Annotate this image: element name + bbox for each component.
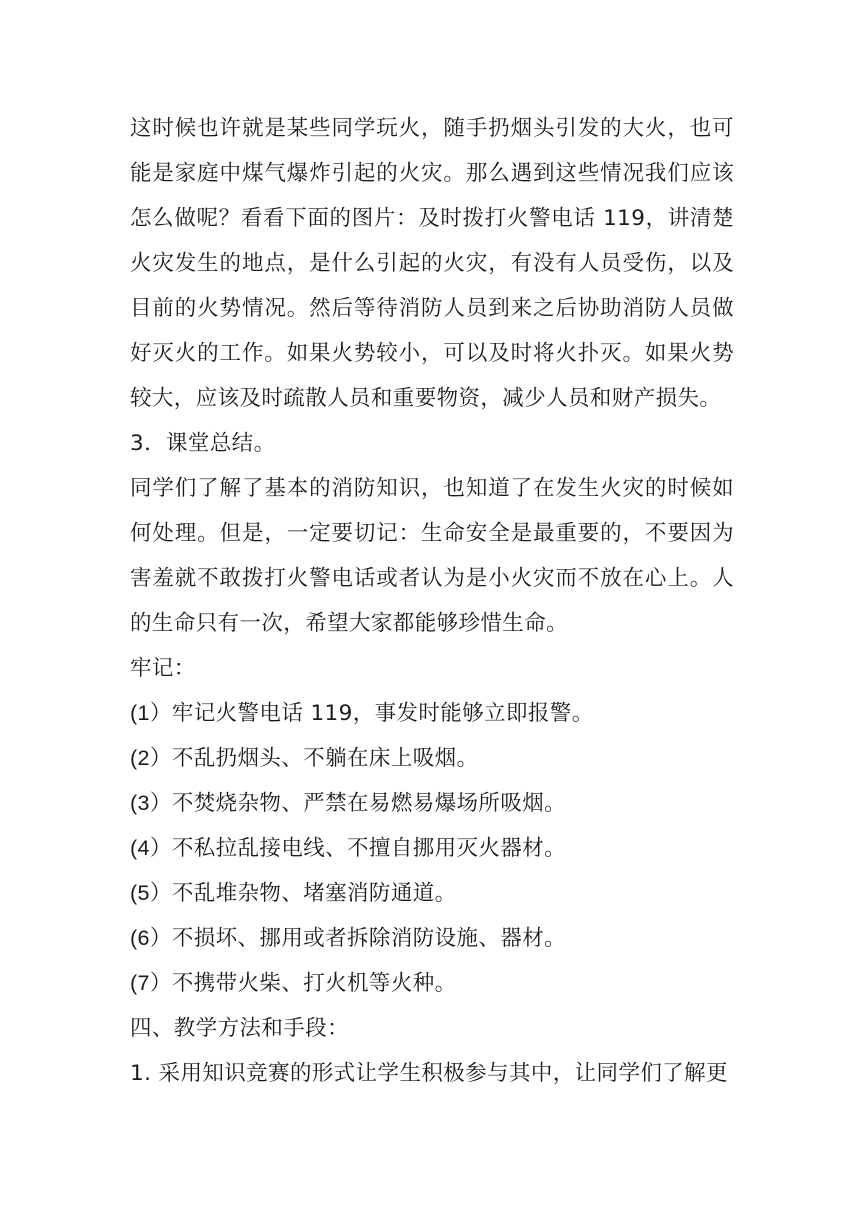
heading-class-summary: 3．课堂总结。 <box>130 431 276 456</box>
list-item-number: (2） <box>130 746 172 770</box>
list-item-number: (1） <box>130 701 172 725</box>
list-item <box>130 736 734 781</box>
paragraph-fire-response: 这时候也许就是某些同学玩火，随手扔烟头引发的大火，也可能是家庭中煤气爆炸引起的火灾。那么遇到这些情况我们应该怎么做呢？看看下面的图片：及时拨打火警电话 119，讲清楚火灾发生的地点，是什么引起的火灾，有没有人员受伤，以及目前的火势情况。然后等待消防人员到来之后协助消防人员做好灭火的工作。如果火势较小，可以及时将火扑灭。如果火势较大，应该及时疏散人员和重要物资，减少人员和财产损失。 <box>130 116 734 411</box>
list-item <box>130 826 734 871</box>
document-page <box>130 106 734 1096</box>
rules-list <box>130 691 734 1006</box>
list-item-text: 不乱扔烟头、不躺在床上吸烟。 <box>171 746 479 771</box>
section-heading-teaching-methods: 四、教学方法和手段： <box>130 1016 350 1041</box>
list-item <box>130 916 734 961</box>
list-item <box>130 781 734 826</box>
list-item <box>130 961 734 1006</box>
list-item <box>130 691 734 736</box>
list-item-number: (6） <box>130 926 172 950</box>
list-item-text: 不携带火柴、打火机等火种。 <box>171 971 457 996</box>
list-item-number: (5） <box>130 881 172 905</box>
list-item <box>130 871 734 916</box>
list-item-text: 不私拉乱接电线、不擅自挪用灭火器材。 <box>171 836 567 861</box>
list-item-number: (3） <box>130 791 172 815</box>
list-item-text: 牢记火警电话 119，事发时能够立即报警。 <box>171 701 594 726</box>
remember-label: 牢记： <box>130 656 196 681</box>
method-item: 1. 采用知识竞赛的形式让学生积极参与其中，让同学们了解更 <box>130 1061 728 1086</box>
list-item-number: (4） <box>130 836 172 860</box>
list-item-text: 不乱堆杂物、堵塞消防通道。 <box>171 881 457 906</box>
list-item-text: 不焚烧杂物、严禁在易燃易爆场所吸烟。 <box>171 791 567 816</box>
list-item-number: (7） <box>130 971 172 995</box>
list-item-text: 不损坏、挪用或者拆除消防设施、器材。 <box>171 926 567 951</box>
paragraph-summary: 同学们了解了基本的消防知识，也知道了在发生火灾的时候如何处理。但是，一定要切记：生命安全是最重要的，不要因为害羞就不敢拨打火警电话或者认为是小火灾而不放在心上。人的生命只有一次，希望大家都能够珍惜生命。 <box>130 476 734 636</box>
